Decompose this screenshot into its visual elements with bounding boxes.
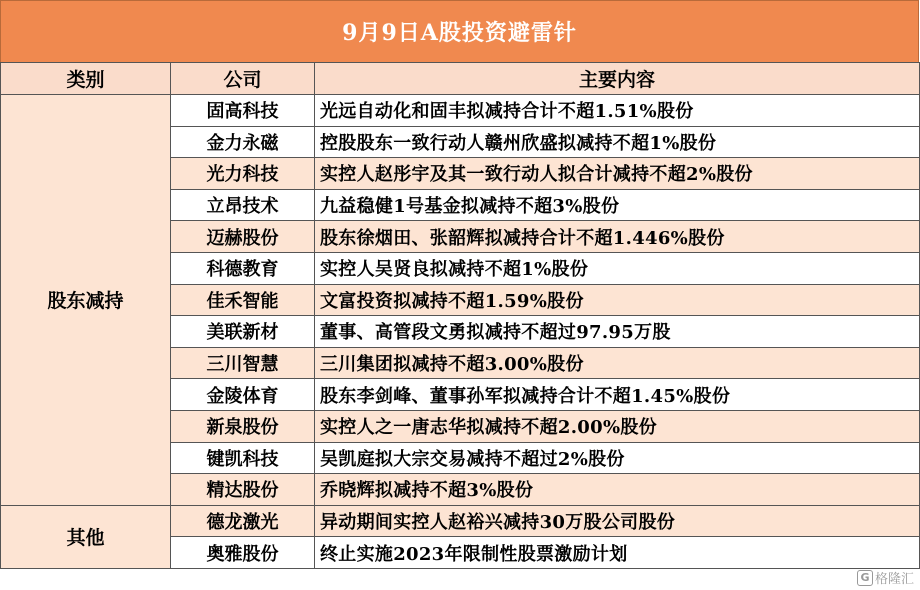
table-body — [1, 95, 920, 569]
header-category: 类别 — [1, 63, 171, 95]
company-cell: 新泉股份 — [171, 410, 315, 442]
content-cell: 文富投资拟减持不超1.59%股份 — [315, 284, 920, 316]
company-cell: 三川智慧 — [171, 347, 315, 379]
company-cell: 固高科技 — [171, 95, 315, 127]
content-cell: 董事、高管段文勇拟减持不超过97.95万股 — [315, 316, 920, 348]
content-cell: 乔晓辉拟减持不超3%股份 — [315, 474, 920, 506]
header-company: 公司 — [171, 63, 315, 95]
content-cell: 股东李剑峰、董事孙军拟减持合计不超1.45%股份 — [315, 379, 920, 411]
table-title: 9月9日A股投资避雷针 — [342, 20, 577, 46]
category-cell: 其他 — [1, 505, 171, 568]
category-cell: 股东减持 — [1, 95, 171, 506]
table-row — [1, 95, 920, 127]
content-cell: 控股股东一致行动人赣州欣盛拟减持不超1%股份 — [315, 126, 920, 158]
content-cell: 终止实施2023年限制性股票激励计划 — [315, 537, 920, 569]
header-content: 主要内容 — [315, 63, 920, 95]
company-cell: 光力科技 — [171, 158, 315, 190]
content-cell: 光远自动化和固丰拟减持合计不超1.51%股份 — [315, 95, 920, 127]
header-row — [1, 63, 920, 95]
company-cell: 精达股份 — [171, 474, 315, 506]
company-cell: 金力永磁 — [171, 126, 315, 158]
company-cell: 佳禾智能 — [171, 284, 315, 316]
company-cell: 美联新材 — [171, 316, 315, 348]
content-cell: 吴凯庭拟大宗交易减持不超过2%股份 — [315, 442, 920, 474]
stock-alert-table — [0, 62, 920, 569]
content-cell: 九益稳健1号基金拟减持不超3%股份 — [315, 189, 920, 221]
content-cell: 实控人赵彤宇及其一致行动人拟合计减持不超2%股份 — [315, 158, 920, 190]
company-cell: 立昂技术 — [171, 189, 315, 221]
company-cell: 德龙激光 — [171, 505, 315, 537]
logo-icon: G — [857, 570, 873, 586]
company-cell: 迈赫股份 — [171, 221, 315, 253]
content-cell: 异动期间实控人赵裕兴减持30万股公司股份 — [315, 505, 920, 537]
company-cell: 科德教育 — [171, 252, 315, 284]
company-cell: 奥雅股份 — [171, 537, 315, 569]
content-cell: 三川集团拟减持不超3.00%股份 — [315, 347, 920, 379]
watermark-text: 格隆汇 — [874, 572, 914, 587]
table-title-bar — [0, 0, 919, 62]
watermark — [857, 568, 914, 587]
company-cell: 键凯科技 — [171, 442, 315, 474]
content-cell: 股东徐烟田、张韶辉拟减持合计不超1.446%股份 — [315, 221, 920, 253]
table-row — [1, 505, 920, 537]
content-cell: 实控人之一唐志华拟减持不超2.00%股份 — [315, 410, 920, 442]
company-cell: 金陵体育 — [171, 379, 315, 411]
content-cell: 实控人吴贤良拟减持不超1%股份 — [315, 252, 920, 284]
